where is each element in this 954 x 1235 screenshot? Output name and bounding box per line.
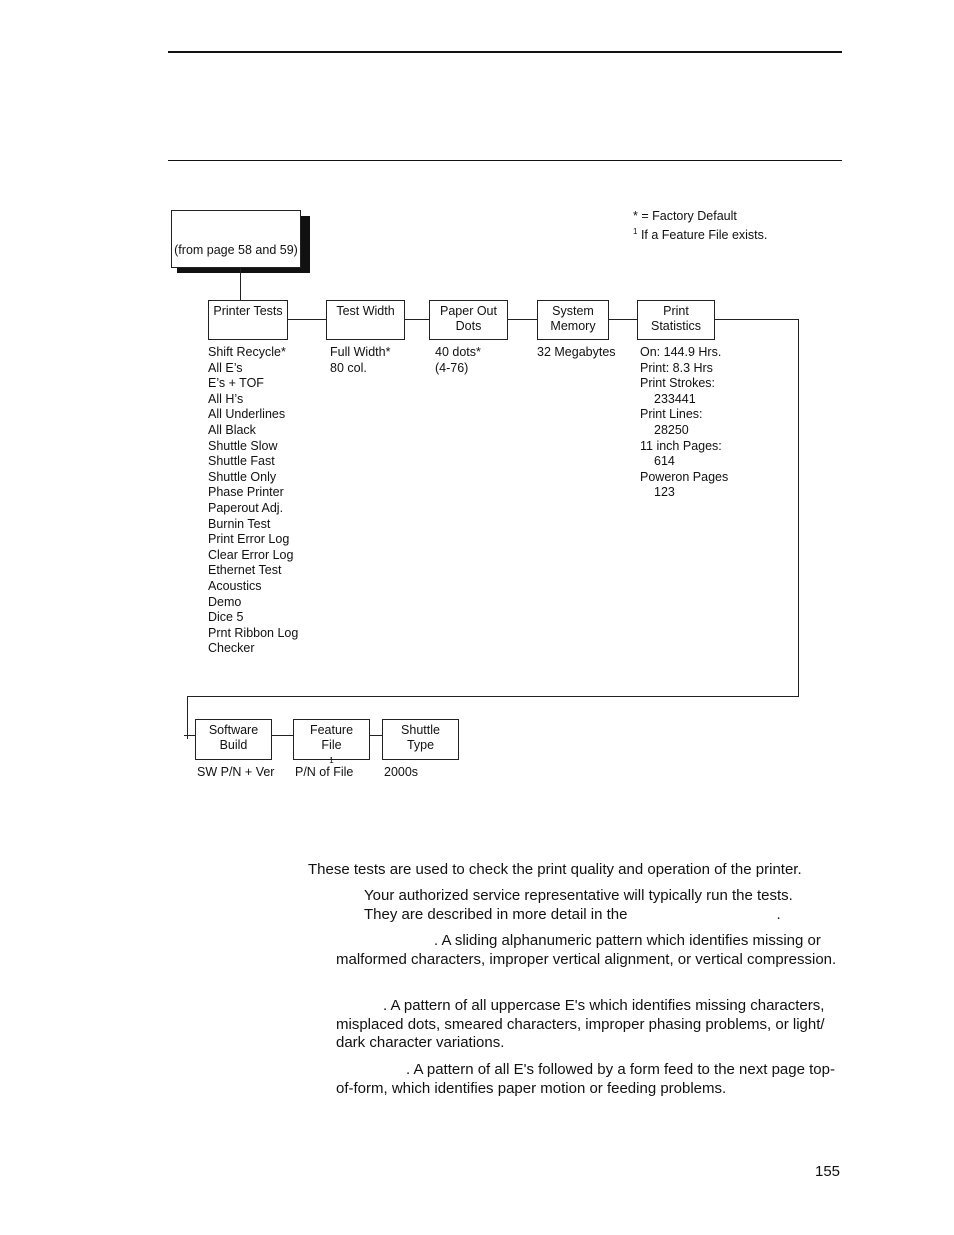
- start-box: [171, 210, 301, 268]
- paragraph-shift-recycle: . A sliding alphanumeric pattern which identifies missing or malformed characters, improper vertical alignment, or vertical compression.: [336, 932, 837, 968]
- print-statistics-option: 123: [654, 485, 675, 500]
- printer-tests-option: All H’s: [208, 391, 244, 406]
- menu-box-label-2: Type: [406, 738, 435, 752]
- header-rule-bottom: [168, 160, 842, 161]
- printer-tests-option: Dice 5: [208, 610, 244, 625]
- menu-box-label: System: [552, 304, 594, 318]
- printer-tests-option: Shuttle Slow: [208, 438, 278, 453]
- connector-4: [609, 319, 637, 320]
- page-number: 155: [815, 1163, 841, 1180]
- note-line-1: Your authorized service representative will typically run the tests.: [364, 887, 793, 904]
- printer-tests-option: Clear Error Log: [208, 547, 294, 562]
- print-statistics-option: 233441: [654, 391, 696, 406]
- menu-box-label-2: Memory: [550, 319, 596, 333]
- menu-box-paper-out-dots: [429, 300, 508, 340]
- print-statistics-option: 11 inch Pages:: [640, 438, 722, 453]
- printer-tests-option: Ethernet Test: [208, 563, 282, 578]
- note-line-2-suffix: .: [776, 906, 781, 923]
- system-memory-option: 32 Megabytes: [537, 345, 616, 359]
- intro-text: These tests are used to check the print quality and operation of the printer.: [308, 861, 802, 878]
- menu-box-label-2: Build: [219, 738, 248, 752]
- paper-out-option: 40 dots*: [435, 345, 481, 359]
- connector-right-down: [798, 319, 799, 696]
- menu-box-label: Feature: [309, 723, 354, 737]
- print-statistics-option: Print: 8.3 Hrs: [640, 360, 713, 375]
- printer-tests-option: All Black: [208, 422, 256, 437]
- connector-2: [405, 319, 429, 320]
- printer-tests-option: All Underlines: [208, 407, 286, 422]
- menu-box-label: Shuttle: [401, 723, 440, 737]
- menu-box-print-statistics: [637, 300, 715, 340]
- legend-feature-mark: 1: [633, 227, 638, 236]
- print-statistics-option: On: 144.9 Hrs.: [640, 345, 722, 359]
- lower-connector-1: [272, 735, 293, 736]
- note-line-2-prefix: They are described in more detail in the: [364, 906, 628, 923]
- print-statistics-option: Print Lines:: [640, 407, 703, 422]
- connector-1: [288, 319, 326, 320]
- printer-tests-option: Paperout Adj.: [208, 500, 284, 515]
- menu-box-feature-file: [293, 719, 370, 765]
- legend: [633, 208, 767, 243]
- menu-box-software-build: [195, 719, 272, 760]
- print-statistics-option: Poweron Pages: [640, 469, 729, 484]
- print-statistics-option: 28250: [654, 422, 689, 437]
- printer-tests-option: Acoustics: [208, 578, 262, 593]
- printer-tests-option: Checker: [208, 641, 255, 656]
- shuttle-type-value: 2000s: [384, 765, 419, 779]
- menu-box-system-memory: [537, 300, 609, 340]
- printer-tests-option: All E’s: [208, 360, 243, 375]
- printer-tests-option: Burnin Test: [208, 516, 271, 531]
- printer-tests-option: Prnt Ribbon Log: [208, 625, 299, 640]
- system-memory-options: [537, 345, 616, 361]
- printer-tests-option: Phase Printer: [208, 485, 284, 500]
- note-line-2: [364, 906, 781, 925]
- menu-box-label: Software: [208, 723, 259, 737]
- menu-box-label: Print: [663, 304, 689, 318]
- software-build-value: SW P/N + Ver: [197, 765, 275, 779]
- connector-arrow-tip: [184, 735, 195, 736]
- printer-tests-options: [208, 345, 298, 657]
- printer-tests-option: Print Error Log: [208, 532, 290, 547]
- lower-connector-2: [370, 735, 382, 736]
- test-width-option: Full Width*: [330, 345, 391, 359]
- paragraph-es-tof: . A pattern of all E's followed by a form feed to the next page top-of-form, which identifies paper motion or feeding problems.: [336, 1061, 835, 1097]
- menu-box-test-width: [326, 300, 405, 340]
- print-statistics-option: 614: [654, 454, 675, 469]
- test-width-option: 80 col.: [330, 360, 367, 375]
- menu-box-label: Test Width: [336, 304, 395, 318]
- connector-3: [508, 319, 537, 320]
- test-width-options: [330, 345, 390, 376]
- printer-tests-option: Shuttle Only: [208, 469, 277, 484]
- legend-feature-text: If a Feature File exists.: [640, 228, 768, 242]
- printer-tests-option: E’s + TOF: [208, 376, 264, 391]
- legend-factory-default: * = Factory Default: [633, 209, 737, 223]
- printer-tests-option: Shift Recycle*: [208, 345, 286, 359]
- printer-tests-option: Shuttle Fast: [208, 454, 275, 469]
- menu-box-label: Paper Out: [440, 304, 497, 318]
- legend-feature-note: [633, 224, 767, 243]
- menu-box-label: Printer Tests: [213, 304, 283, 318]
- menu-box-printer-tests: [208, 300, 288, 340]
- paper-out-option: (4-76): [435, 360, 469, 375]
- menu-box-label-2: Dots: [455, 319, 482, 333]
- start-connector: [240, 268, 241, 301]
- connector-5: [715, 319, 798, 320]
- menu-box-label-2: Statistics: [650, 319, 701, 333]
- feature-file-value: P/N of File: [295, 765, 354, 779]
- connector-bottom-return: [187, 696, 799, 697]
- printer-tests-option: Demo: [208, 594, 242, 609]
- paragraph-all-es: . A pattern of all uppercase E's which identifies missing characters, misplaced dots, smeared characters, improper phasing problems, or light/ dark character variations.: [336, 997, 825, 1051]
- print-statistics-options: [640, 345, 728, 501]
- feature-file-mark: 1: [329, 756, 334, 765]
- paper-out-options: [435, 345, 481, 376]
- menu-box-shuttle-type: [382, 719, 459, 760]
- connector-left-down: [187, 696, 188, 739]
- feature-file-label: File: [321, 738, 342, 752]
- header-rule-top: [168, 51, 842, 53]
- print-statistics-option: Print Strokes:: [640, 376, 716, 391]
- start-box-label: (from page 58 and 59): [174, 243, 298, 257]
